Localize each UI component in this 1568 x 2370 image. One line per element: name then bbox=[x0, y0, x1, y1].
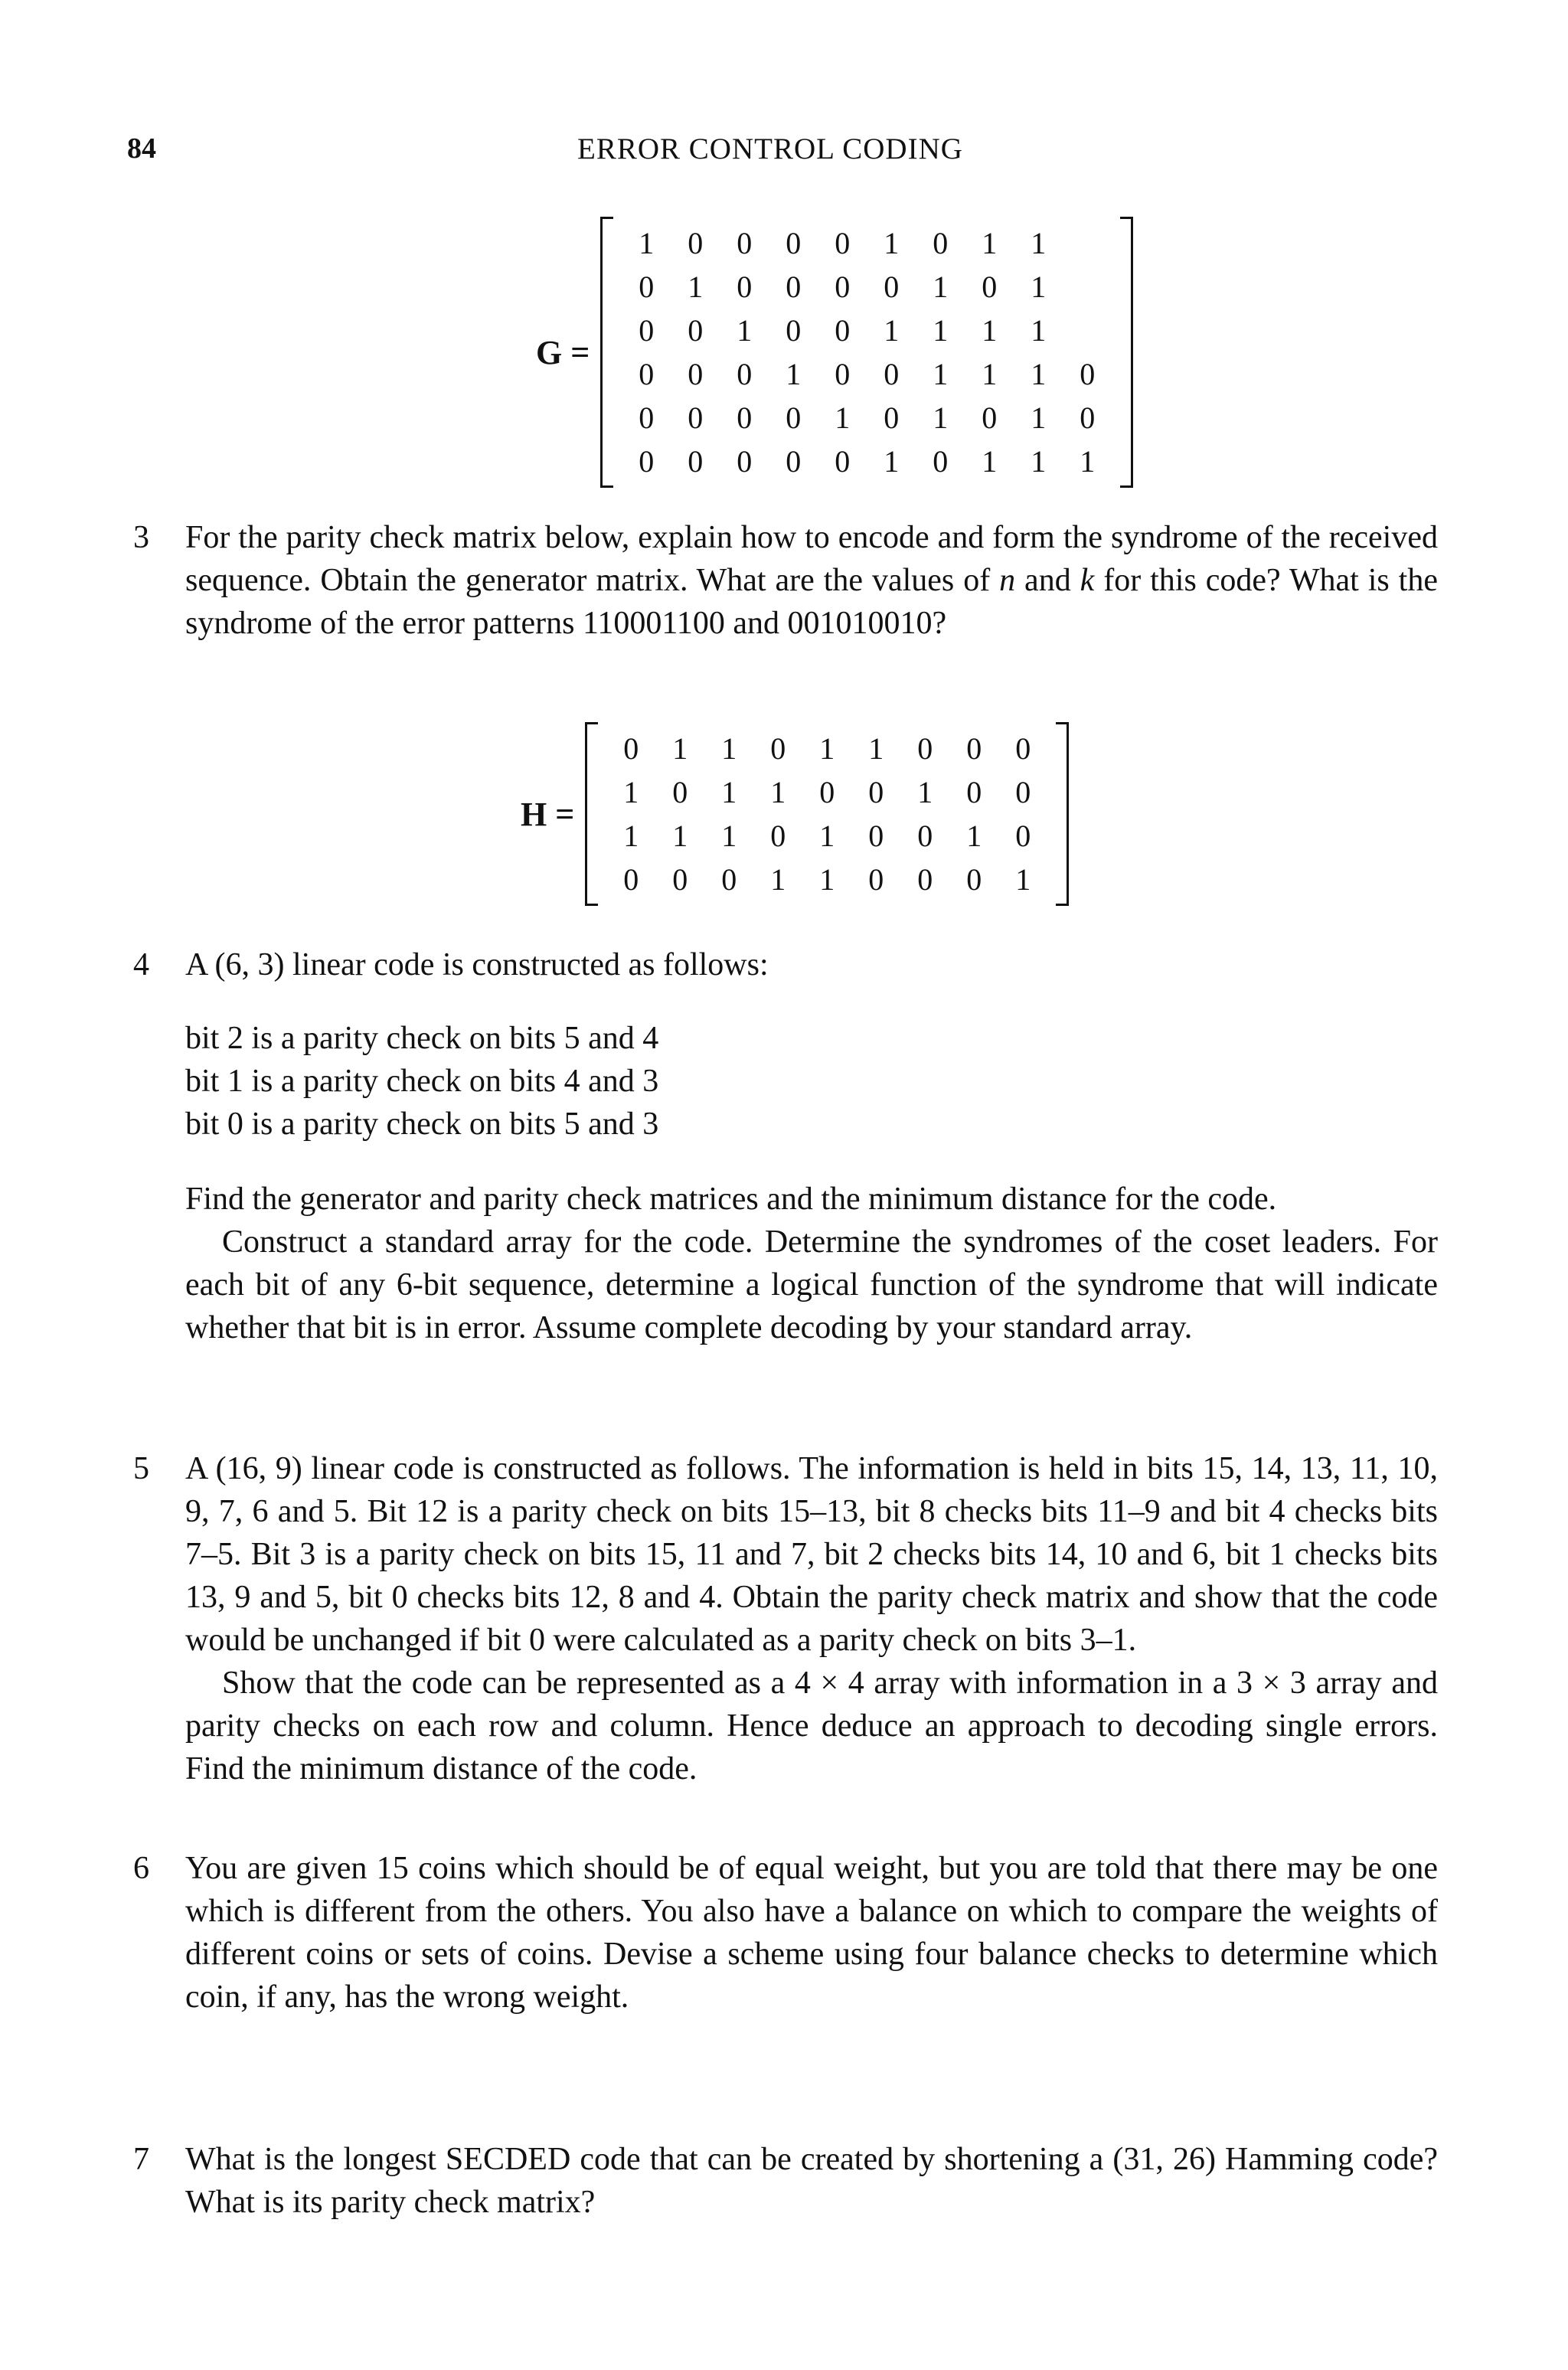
problem-paragraph bbox=[185, 516, 1438, 645]
matrix-cell: 0 bbox=[835, 226, 851, 260]
matrix-cell: 1 bbox=[770, 862, 786, 897]
problem-number: 6 bbox=[133, 1851, 149, 1886]
matrix-cell: 1 bbox=[819, 819, 835, 853]
matrix-cell: 0 bbox=[688, 226, 704, 260]
matrix-cell: 0 bbox=[737, 400, 753, 435]
matrix-cell: 1 bbox=[770, 775, 786, 809]
bit-rule: bit 1 is a parity check on bits 4 and 3 bbox=[185, 1064, 659, 1099]
matrix-cell: 0 bbox=[933, 226, 949, 260]
matrix-cell: 0 bbox=[786, 400, 802, 435]
running-title: ERROR CONTROL CODING bbox=[577, 132, 963, 165]
matrix-cell: 1 bbox=[884, 313, 900, 348]
matrix-cell: 1 bbox=[819, 862, 835, 897]
matrix-cell: 1 bbox=[721, 731, 737, 766]
matrix-cell: 1 bbox=[639, 226, 655, 260]
page-header bbox=[0, 132, 1568, 178]
matrix-g-label: G = bbox=[536, 333, 590, 371]
matrix-row bbox=[606, 858, 1047, 901]
matrix-cell: 0 bbox=[770, 731, 786, 766]
matrix-cell: 1 bbox=[672, 731, 688, 766]
matrix-cell: 0 bbox=[737, 270, 753, 304]
matrix-cell: 0 bbox=[982, 270, 998, 304]
matrix-cell: 0 bbox=[639, 357, 655, 391]
matrix-cell: 1 bbox=[884, 444, 900, 479]
problem-paragraph: A (16, 9) linear code is constructed as follows. The information is held in bits 15, 14, 13, 11, 10, 9, 7, 6 and 5. Bit 12 is a parity check on bits 15–13, bit 8 checks bits 11–9 and bit 4 checks bits 7–5. Bit 3 is a parity check on bits 15, 11 and 7, bit 2 checks bits 14, 10 and 6, bit 1 checks bits 13, 9 and 5, bit 0 checks bits 12, 8 and 4. Obtain the parity check matrix and show that the code would be unchanged if bit 0 were calculated as a parity check on bits 3–1. bbox=[185, 1451, 1438, 1658]
problem-text bbox=[185, 2138, 1438, 2224]
matrix-cell: 1 bbox=[1031, 270, 1047, 304]
matrix-cell: 0 bbox=[786, 270, 802, 304]
problem-number: 3 bbox=[133, 520, 149, 555]
matrix-cell: 1 bbox=[917, 775, 933, 809]
matrix-cell: 0 bbox=[966, 862, 982, 897]
matrix-cell: 1 bbox=[688, 270, 704, 304]
matrix-h-brackets bbox=[585, 722, 1069, 906]
text-run: and bbox=[1015, 563, 1080, 598]
matrix-cell: 1 bbox=[623, 775, 639, 809]
matrix-cell: 0 bbox=[884, 400, 900, 435]
problem-paragraph: Show that the code can be represented as a 4 × 4 array with information in a 3 × 3 array and parity checks on each row and column. Hence deduce an approach to decoding single errors. Find the minimum distance of the code. bbox=[185, 1666, 1438, 1786]
matrix-g-brackets bbox=[600, 217, 1133, 488]
matrix-cell: 1 bbox=[1031, 400, 1047, 435]
matrix-cell: 0 bbox=[770, 819, 786, 853]
matrix-cell: 0 bbox=[933, 444, 949, 479]
text-run: for this code? What is the syndrome of the error patterns 110001100 and 001010010? bbox=[185, 563, 1438, 641]
matrix-cell: 1 bbox=[786, 357, 802, 391]
matrix-cell: 0 bbox=[835, 313, 851, 348]
problem-intro: A (6, 3) linear code is constructed as follows: bbox=[185, 947, 769, 982]
matrix-cell: 1 bbox=[982, 226, 998, 260]
matrix-cell: 0 bbox=[819, 775, 835, 809]
matrix-row bbox=[622, 440, 1112, 483]
matrix-cell: 1 bbox=[1031, 357, 1047, 391]
matrix-cell: 0 bbox=[884, 357, 900, 391]
matrix-cell: 0 bbox=[966, 731, 982, 766]
matrix-cell: 0 bbox=[1015, 819, 1031, 853]
matrix-cell: 0 bbox=[672, 862, 688, 897]
matrix-cell: 0 bbox=[737, 444, 753, 479]
matrix-cell: 1 bbox=[982, 357, 998, 391]
matrix-cell: 0 bbox=[982, 400, 998, 435]
matrix-row bbox=[606, 814, 1047, 858]
problem-number: 5 bbox=[133, 1451, 149, 1486]
matrix-cell: 1 bbox=[623, 819, 639, 853]
matrix-cell: 1 bbox=[982, 444, 998, 479]
matrix-cell: 0 bbox=[868, 862, 884, 897]
matrix-cell: 0 bbox=[1080, 400, 1096, 435]
matrix-cell: 1 bbox=[1015, 862, 1031, 897]
matrix-row bbox=[622, 265, 1112, 309]
problem-number: 7 bbox=[133, 2142, 149, 2177]
variable-n: n bbox=[999, 563, 1016, 598]
matrix-cell: 1 bbox=[982, 313, 998, 348]
matrix-cell: 1 bbox=[737, 313, 753, 348]
problem-text bbox=[185, 943, 1438, 1349]
matrix-cell: 1 bbox=[672, 819, 688, 853]
matrix-cell: 1 bbox=[1080, 444, 1096, 479]
problem-paragraph: Find the generator and parity check matrices and the minimum distance for the code. bbox=[185, 1182, 1277, 1217]
problem-number: 4 bbox=[133, 947, 149, 982]
problem-paragraph: What is the longest SECDED code that can be created by shortening a (31, 26) Hamming code? What is its parity check matrix? bbox=[185, 2142, 1438, 2220]
generator-matrix-g bbox=[536, 217, 1133, 488]
matrix-cell: 0 bbox=[639, 400, 655, 435]
matrix-cell: 1 bbox=[835, 400, 851, 435]
problem-text bbox=[185, 516, 1438, 645]
matrix-cell: 0 bbox=[688, 400, 704, 435]
text-run: For the parity check matrix below, explain how to encode and form the syndrome of the received sequence. Obtain the generator matrix. What are the values of bbox=[185, 520, 1438, 598]
matrix-cell: 1 bbox=[933, 270, 949, 304]
matrix-cell: 0 bbox=[868, 775, 884, 809]
matrix-cell: 0 bbox=[688, 357, 704, 391]
matrix-cell: 0 bbox=[884, 270, 900, 304]
bit-rule: bit 2 is a parity check on bits 5 and 4 bbox=[185, 1021, 659, 1056]
matrix-cell: 0 bbox=[721, 862, 737, 897]
matrix-cell: 1 bbox=[884, 226, 900, 260]
matrix-cell: 1 bbox=[819, 731, 835, 766]
matrix-cell: 0 bbox=[786, 226, 802, 260]
matrix-cell: 1 bbox=[721, 819, 737, 853]
matrix-cell: 0 bbox=[737, 226, 753, 260]
matrix-cell: 0 bbox=[688, 444, 704, 479]
matrix-cell: 0 bbox=[672, 775, 688, 809]
matrix-cell: 1 bbox=[1031, 444, 1047, 479]
matrix-cell: 0 bbox=[917, 819, 933, 853]
matrix-cell: 0 bbox=[835, 444, 851, 479]
matrix-cell: 1 bbox=[966, 819, 982, 853]
matrix-row bbox=[606, 770, 1047, 814]
matrix-h-label: H = bbox=[521, 795, 575, 833]
matrix-cell: 1 bbox=[1031, 313, 1047, 348]
matrix-row bbox=[622, 221, 1112, 265]
matrix-cell: 0 bbox=[639, 313, 655, 348]
problem-text bbox=[185, 1847, 1438, 2019]
matrix-cell: 0 bbox=[1080, 357, 1096, 391]
matrix-cell: 0 bbox=[786, 444, 802, 479]
matrix-cell: 1 bbox=[868, 731, 884, 766]
matrix-cell: 1 bbox=[721, 775, 737, 809]
matrix-cell: 0 bbox=[639, 444, 655, 479]
bit-rule: bit 0 is a parity check on bits 5 and 3 bbox=[185, 1107, 659, 1142]
matrix-cell: 0 bbox=[786, 313, 802, 348]
matrix-cell: 0 bbox=[917, 862, 933, 897]
matrix-cell: 1 bbox=[1031, 226, 1047, 260]
matrix-cell: 0 bbox=[623, 731, 639, 766]
matrix-cell: 0 bbox=[835, 270, 851, 304]
matrix-cell: 0 bbox=[917, 731, 933, 766]
page-number: 84 bbox=[127, 132, 156, 165]
matrix-cell: 0 bbox=[868, 819, 884, 853]
matrix-cell: 0 bbox=[639, 270, 655, 304]
matrix-cell: 0 bbox=[688, 313, 704, 348]
problem-paragraph: You are given 15 coins which should be of equal weight, but you are told that there may be one which is different from the others. You also have a balance on which to compare the weights of different coins or sets of coins. Devise a scheme using four balance checks to determine which coin, if any, has the wrong weight. bbox=[185, 1851, 1438, 2015]
matrix-cell: 0 bbox=[966, 775, 982, 809]
matrix-row bbox=[622, 396, 1112, 440]
matrix-cell: 1 bbox=[933, 400, 949, 435]
problem-paragraph: Construct a standard array for the code. Determine the syndromes of the coset leaders. For each bit of any 6-bit sequence, determine a logical function of the syndrome that will indicate whether that bit is in error. Assume complete decoding by your standard array. bbox=[185, 1224, 1438, 1345]
matrix-row bbox=[622, 352, 1112, 396]
matrix-cell: 0 bbox=[835, 357, 851, 391]
matrix-row bbox=[606, 727, 1047, 770]
matrix-cell: 0 bbox=[1015, 775, 1031, 809]
matrix-cell: 1 bbox=[933, 357, 949, 391]
matrix-cell: 0 bbox=[737, 357, 753, 391]
problem-text bbox=[185, 1447, 1438, 1790]
matrix-row bbox=[622, 309, 1112, 352]
matrix-cell: 0 bbox=[623, 862, 639, 897]
variable-k: k bbox=[1080, 563, 1095, 598]
parity-check-matrix-h bbox=[521, 722, 1069, 906]
matrix-cell: 1 bbox=[933, 313, 949, 348]
matrix-cell: 0 bbox=[1015, 731, 1031, 766]
